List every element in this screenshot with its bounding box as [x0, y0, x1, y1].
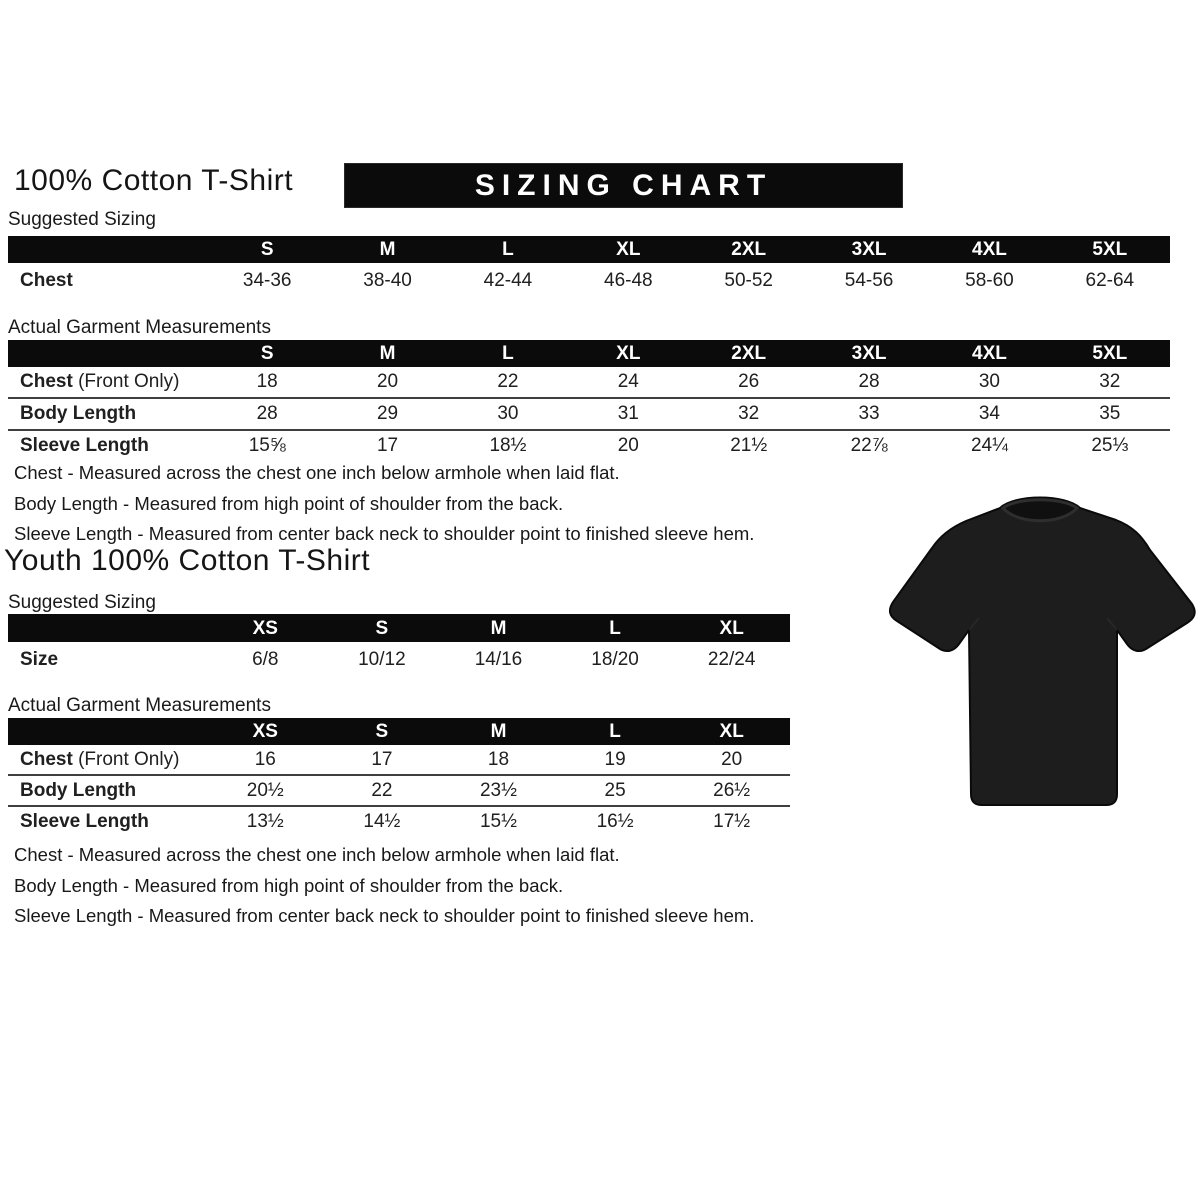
- measurement-value: 25⅓: [1091, 435, 1129, 456]
- measurement-value: 28: [858, 371, 880, 392]
- note-chest: Chest - Measured across the chest one inch below armhole when laid flat.: [14, 844, 620, 865]
- row-label-text: Body Length: [20, 403, 137, 424]
- row-label-text: Chest: [20, 748, 73, 770]
- measurement-value: 20½: [246, 779, 284, 801]
- column-header: S: [375, 721, 389, 742]
- column-header: M: [379, 239, 396, 260]
- row-label-suffix: (Front Only): [72, 748, 180, 770]
- column-header: L: [609, 721, 621, 742]
- column-header: 2XL: [731, 343, 767, 364]
- measurement-value: 28: [256, 403, 278, 424]
- measurement-value: 31: [617, 403, 639, 424]
- youth-measurement-notes: [14, 840, 754, 932]
- row-label: [8, 403, 207, 425]
- measurement-value: 18: [487, 748, 510, 770]
- row-label-text: Size: [20, 648, 59, 670]
- measurement-value: 13½: [246, 810, 284, 832]
- table-row: [8, 642, 790, 677]
- table-header-row: [8, 718, 790, 745]
- note-body-length: Body Length - Measured from high point of shoulder from the back.: [14, 492, 564, 514]
- column-header: XL: [719, 721, 744, 742]
- table-row: [8, 807, 790, 836]
- measurement-value: 24¼: [970, 435, 1008, 456]
- measurement-value: 34-36: [242, 269, 292, 291]
- column-header: L: [502, 239, 514, 260]
- measurement-value: 26: [738, 371, 760, 392]
- row-label: [8, 749, 207, 771]
- measurement-value: 38-40: [363, 269, 412, 291]
- youth-suggested-sizing-table: [8, 614, 790, 677]
- measurement-value: 35: [1099, 403, 1121, 424]
- row-label-text: Sleeve Length: [20, 435, 149, 456]
- column-header: 3XL: [851, 239, 887, 260]
- measurement-value: 30: [497, 403, 519, 424]
- table-header-row: [8, 614, 790, 642]
- table-row: [8, 431, 1170, 461]
- page-title: 100% Cotton T-Shirt: [14, 164, 294, 197]
- row-label: [8, 435, 207, 457]
- column-header: M: [490, 617, 507, 639]
- note-chest: Chest - Measured across the chest one inch below armhole when laid flat.: [14, 462, 620, 483]
- column-header: XL: [616, 343, 641, 364]
- measurement-value: 17½: [713, 810, 751, 832]
- column-header: XS: [252, 721, 278, 742]
- table-header-row: [8, 236, 1170, 263]
- measurement-value: 26½: [713, 779, 751, 801]
- measurement-value: 18/20: [591, 648, 639, 670]
- measurement-value: 29: [376, 403, 399, 424]
- row-label: [8, 811, 207, 833]
- measurement-value: 6/8: [252, 648, 279, 670]
- measurement-value: 50-52: [724, 269, 773, 291]
- measurement-value: 22⅞: [850, 435, 888, 456]
- column-header: 4XL: [972, 239, 1007, 260]
- column-header: S: [375, 617, 389, 639]
- adult-suggested-sizing-label: Suggested Sizing: [8, 209, 156, 230]
- column-header: 4XL: [972, 343, 1007, 364]
- measurement-value: 62-64: [1085, 269, 1135, 291]
- column-header: M: [379, 343, 396, 364]
- measurement-value: 54-56: [844, 269, 894, 291]
- measurement-value: 58-60: [965, 269, 1014, 291]
- measurement-value: 16½: [596, 810, 634, 832]
- youth-suggested-sizing-label: Suggested Sizing: [8, 592, 156, 613]
- column-header: S: [260, 239, 274, 260]
- measurement-value: 17: [371, 748, 393, 770]
- tshirt-body: [890, 498, 1195, 806]
- measurement-value: 22/24: [707, 648, 756, 670]
- table-row: [8, 367, 1170, 399]
- column-header: S: [260, 343, 274, 364]
- measurement-value: 30: [978, 371, 1000, 392]
- measurement-value: 18½: [489, 435, 527, 456]
- column-header: M: [490, 721, 507, 742]
- measurement-value: 14/16: [474, 648, 523, 670]
- measurement-value: 46-48: [604, 269, 653, 291]
- table-row: [8, 745, 790, 776]
- measurement-value: 21½: [730, 435, 768, 456]
- row-label: [8, 780, 207, 802]
- adult-actual-measurements-table: [8, 340, 1170, 461]
- measurement-value: 42-44: [483, 269, 533, 291]
- note-body-length: Body Length - Measured from high point of shoulder from the back.: [14, 874, 564, 896]
- row-label: [8, 270, 207, 292]
- sizing-chart-banner-text: SIZING CHART: [474, 168, 773, 202]
- adult-suggested-sizing-table: [8, 236, 1170, 298]
- measurement-value: 15½: [479, 810, 517, 832]
- youth-actual-measurements-label: Actual Garment Measurements: [8, 695, 271, 716]
- measurement-value: 19: [604, 748, 626, 770]
- row-label: [8, 371, 207, 393]
- column-header: XS: [252, 617, 278, 639]
- measurement-value: 25: [604, 779, 626, 801]
- table-row: [8, 263, 1170, 298]
- tshirt-product-image: [880, 468, 1200, 818]
- table-row: [8, 776, 790, 807]
- row-label-text: Chest: [20, 269, 73, 291]
- column-header: L: [609, 617, 621, 639]
- measurement-value: 16: [254, 748, 276, 770]
- measurement-value: 32: [1099, 371, 1121, 392]
- column-header: 3XL: [851, 343, 887, 364]
- row-label: [8, 649, 207, 671]
- measurement-value: 20: [721, 748, 743, 770]
- measurement-value: 22: [497, 371, 519, 392]
- measurement-value: 34: [978, 403, 1000, 424]
- measurement-value: 33: [858, 403, 880, 424]
- table-row: [8, 399, 1170, 431]
- youth-actual-measurements-table: [8, 718, 790, 836]
- measurement-value: 10/12: [358, 648, 406, 670]
- sizing-chart-banner: [345, 164, 902, 207]
- row-label-text: Sleeve Length: [20, 810, 149, 832]
- adult-actual-measurements-label: Actual Garment Measurements: [8, 317, 271, 338]
- measurement-value: 18: [256, 371, 278, 392]
- measurement-value: 24: [617, 371, 639, 392]
- row-label-suffix: (Front Only): [72, 371, 180, 392]
- row-label-text: Body Length: [20, 779, 137, 801]
- measurement-value: 14½: [363, 810, 401, 832]
- column-header: 5XL: [1092, 239, 1128, 260]
- note-sleeve-length: Sleeve Length - Measured from center back neck to shoulder point to finished sleeve hem.: [14, 523, 755, 544]
- column-header: 5XL: [1092, 343, 1128, 364]
- table-header-row: [8, 340, 1170, 367]
- column-header: XL: [616, 239, 641, 260]
- row-label-text: Chest: [20, 371, 73, 392]
- note-sleeve-length: Sleeve Length - Measured from center back neck to shoulder point to finished sleeve hem.: [14, 905, 755, 926]
- column-header: XL: [719, 617, 744, 639]
- column-header: L: [502, 343, 514, 364]
- measurement-value: 23½: [479, 779, 517, 801]
- measurement-value: 17: [376, 435, 399, 456]
- column-header: 2XL: [731, 239, 767, 260]
- youth-section-title: Youth 100% Cotton T-Shirt: [4, 544, 371, 577]
- adult-measurement-notes: [14, 458, 754, 550]
- measurement-value: 22: [371, 779, 393, 801]
- measurement-value: 20: [617, 435, 639, 456]
- measurement-value: 32: [738, 403, 760, 424]
- measurement-value: 15⅝: [248, 435, 286, 456]
- measurement-value: 20: [376, 371, 399, 392]
